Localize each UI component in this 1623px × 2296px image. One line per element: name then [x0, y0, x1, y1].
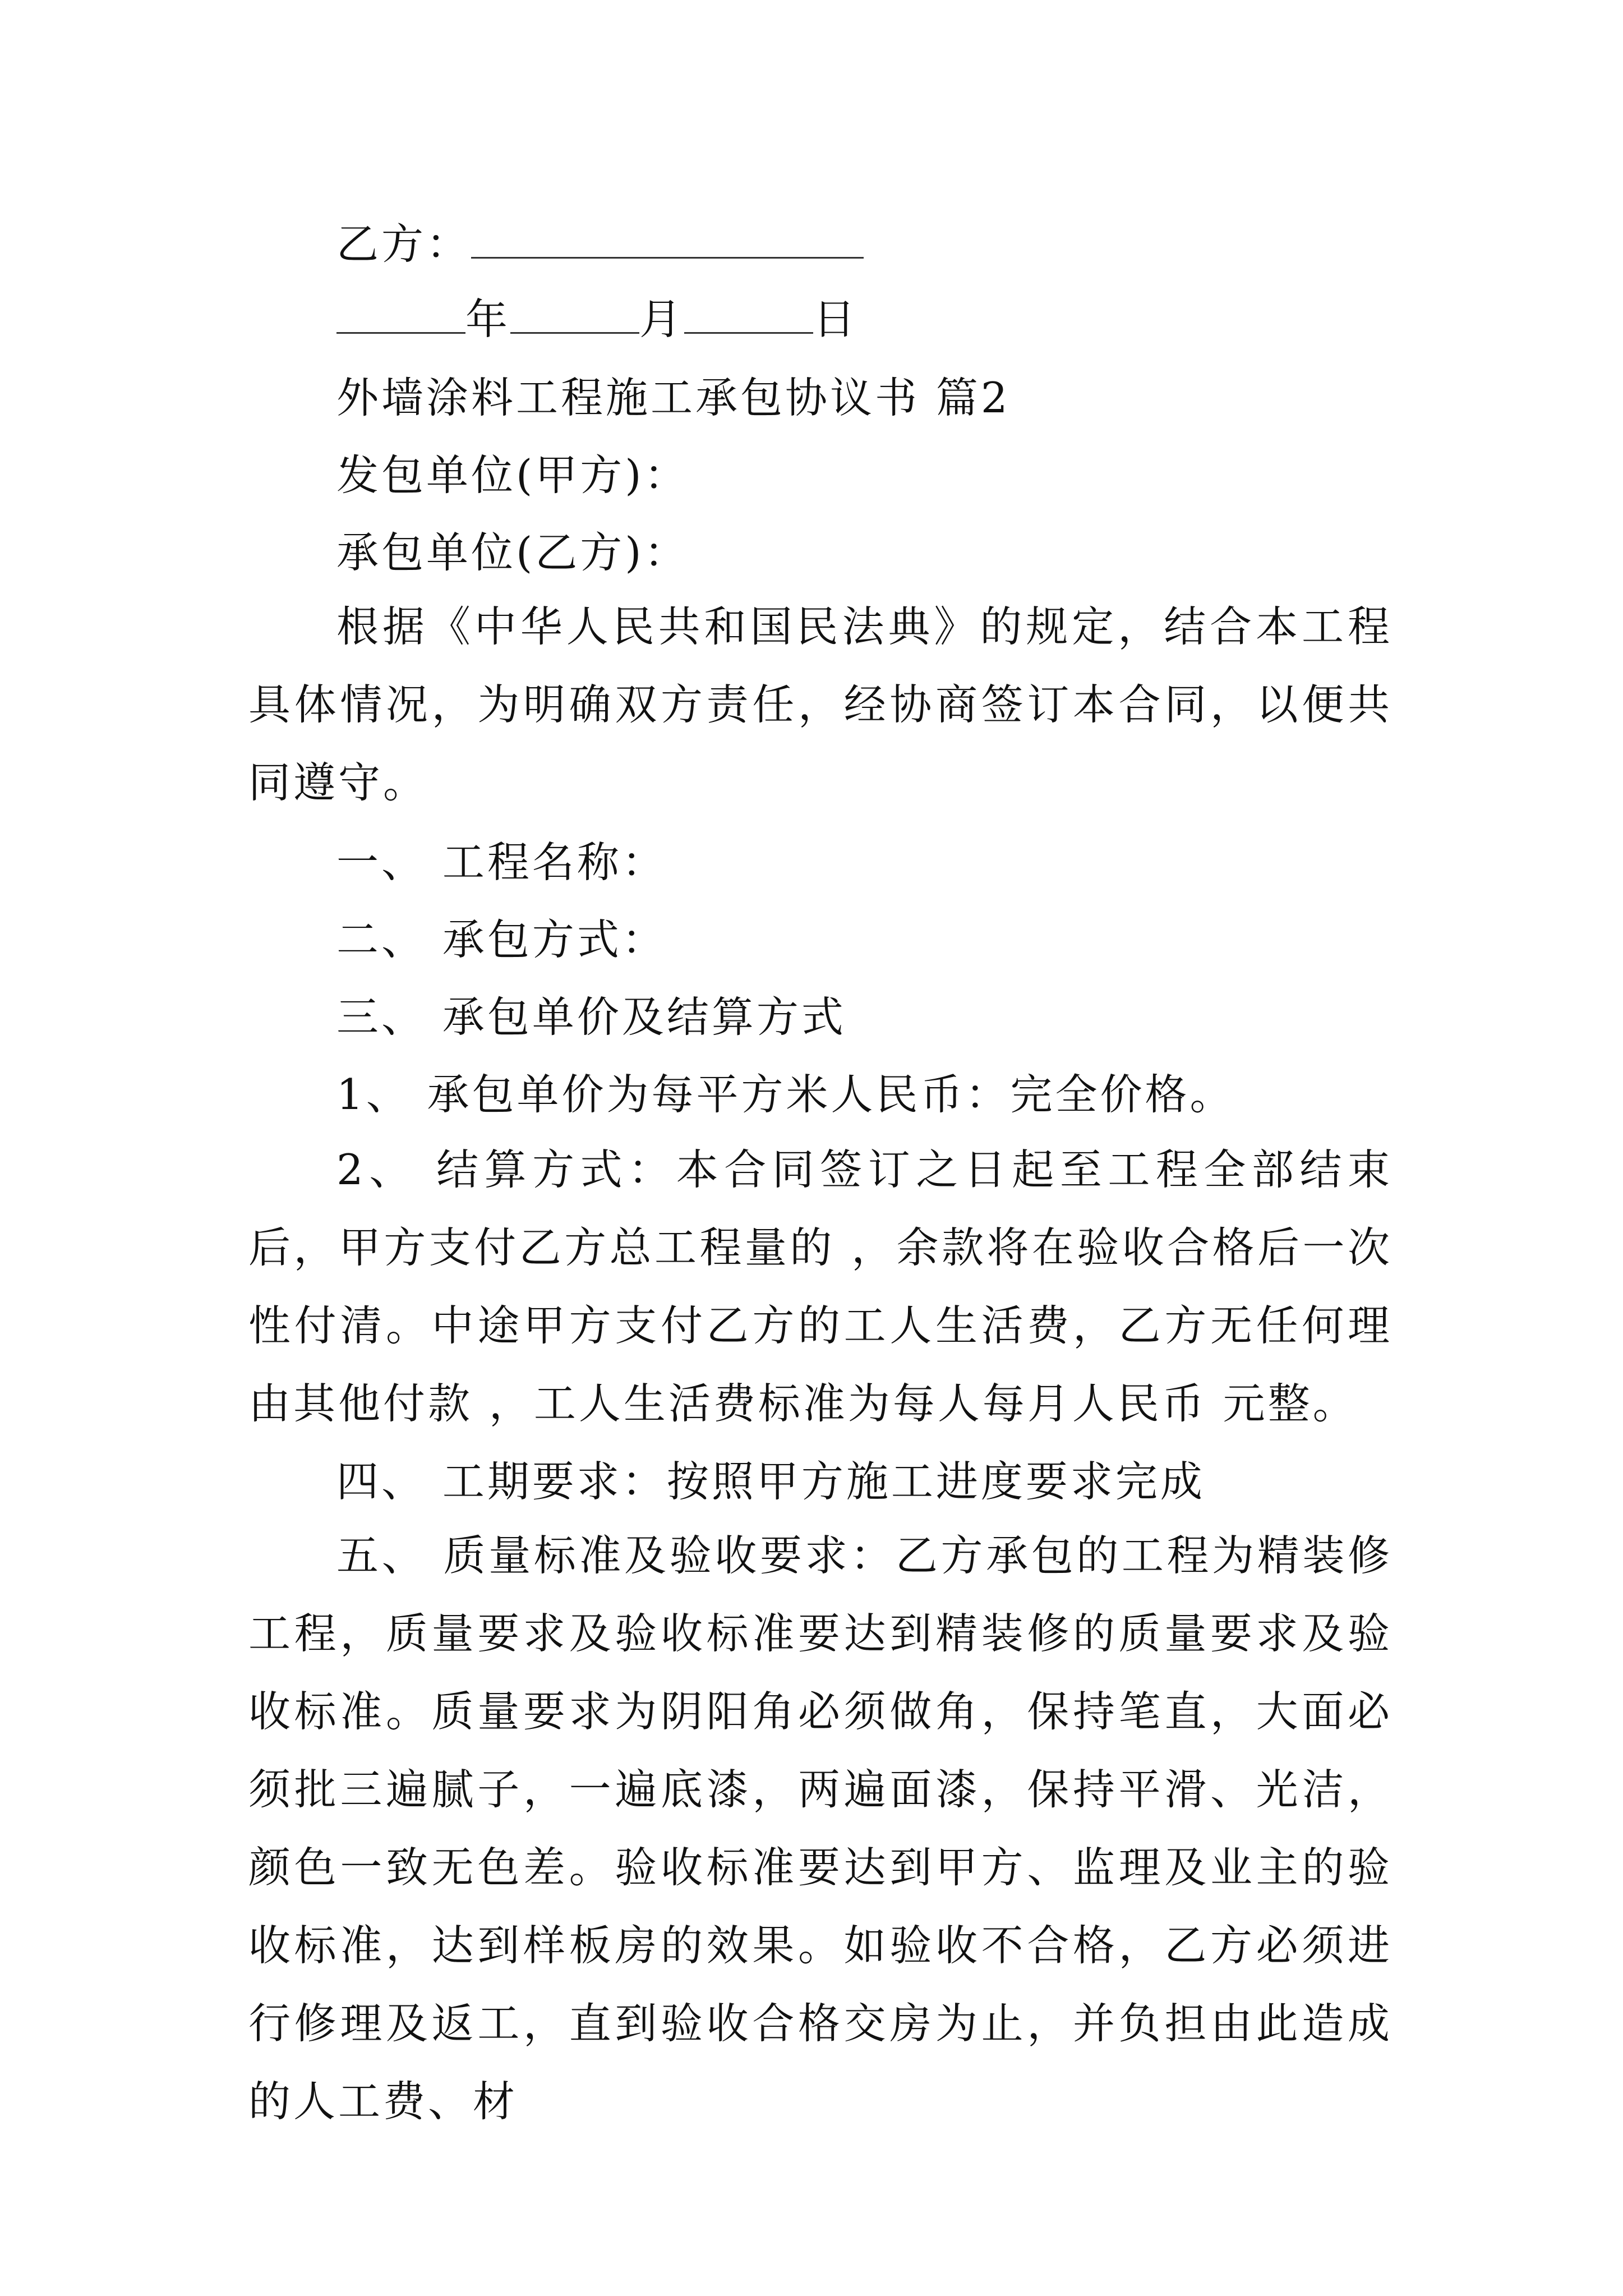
section-contract-method: 二、 承包方式： — [336, 915, 667, 964]
item-settlement-method: 2、 结算方式：本合同签订之日起至工程全部结束后，甲方支付乙方总工程量的 ，余款将在验收合格后一次性付清。中途甲方支付乙方的工人生活费，乙方无任何理由其他付款 ，工人生活费标准为每人每月人民币 元整。 — [248, 1145, 1393, 1428]
item-unit-price: 1、 承包单价为每平方米人民币：完全价格。 — [336, 1070, 1235, 1119]
date-line — [336, 295, 1481, 344]
party-b-signature-line — [336, 219, 1481, 269]
contractor-label: 承包单位(乙方)： — [336, 528, 689, 577]
day-blank — [684, 332, 813, 334]
intro-paragraph: 根据《中华人民共和国民法典》的规定，结合本工程具体情况，为明确双方责任，经协商签订本合同，以便共同遵守。 — [248, 602, 1393, 807]
client-label: 发包单位(甲方)： — [336, 450, 689, 500]
party-b-label: 乙方： — [336, 219, 472, 269]
month-blank — [510, 332, 639, 334]
year-blank — [336, 332, 465, 334]
section-project-name: 一、 工程名称： — [336, 838, 667, 887]
month-label: 月 — [639, 295, 685, 344]
section-price-settlement: 三、 承包单价及结算方式 — [336, 992, 846, 1042]
section-quality-acceptance: 五、 质量标准及验收要求：乙方承包的工程为精装修工程，质量要求及验收标准要达到精装修的质量要求及验收标准。质量要求为阴阳角必须做角，保持笔直，大面必须批三遍腻子，一遍底漆，两遍面漆，保持平滑、光洁，颜色一致无色差。验收标准要达到甲方、监理及业主的验收标准，达到样板房的效果。如验收不合格，乙方必须进行修理及返工，直到验收合格交房为止，并负担由此造成的人工费、材 — [248, 1531, 1393, 2126]
day-label: 日 — [813, 295, 859, 344]
party-b-signature-blank — [471, 257, 864, 259]
document-heading: 外墙涂料工程施工承包协议书 篇2 — [336, 373, 1011, 422]
section-schedule: 四、 工期要求：按照甲方施工进度要求完成 — [336, 1457, 1205, 1506]
year-label: 年 — [465, 295, 511, 344]
